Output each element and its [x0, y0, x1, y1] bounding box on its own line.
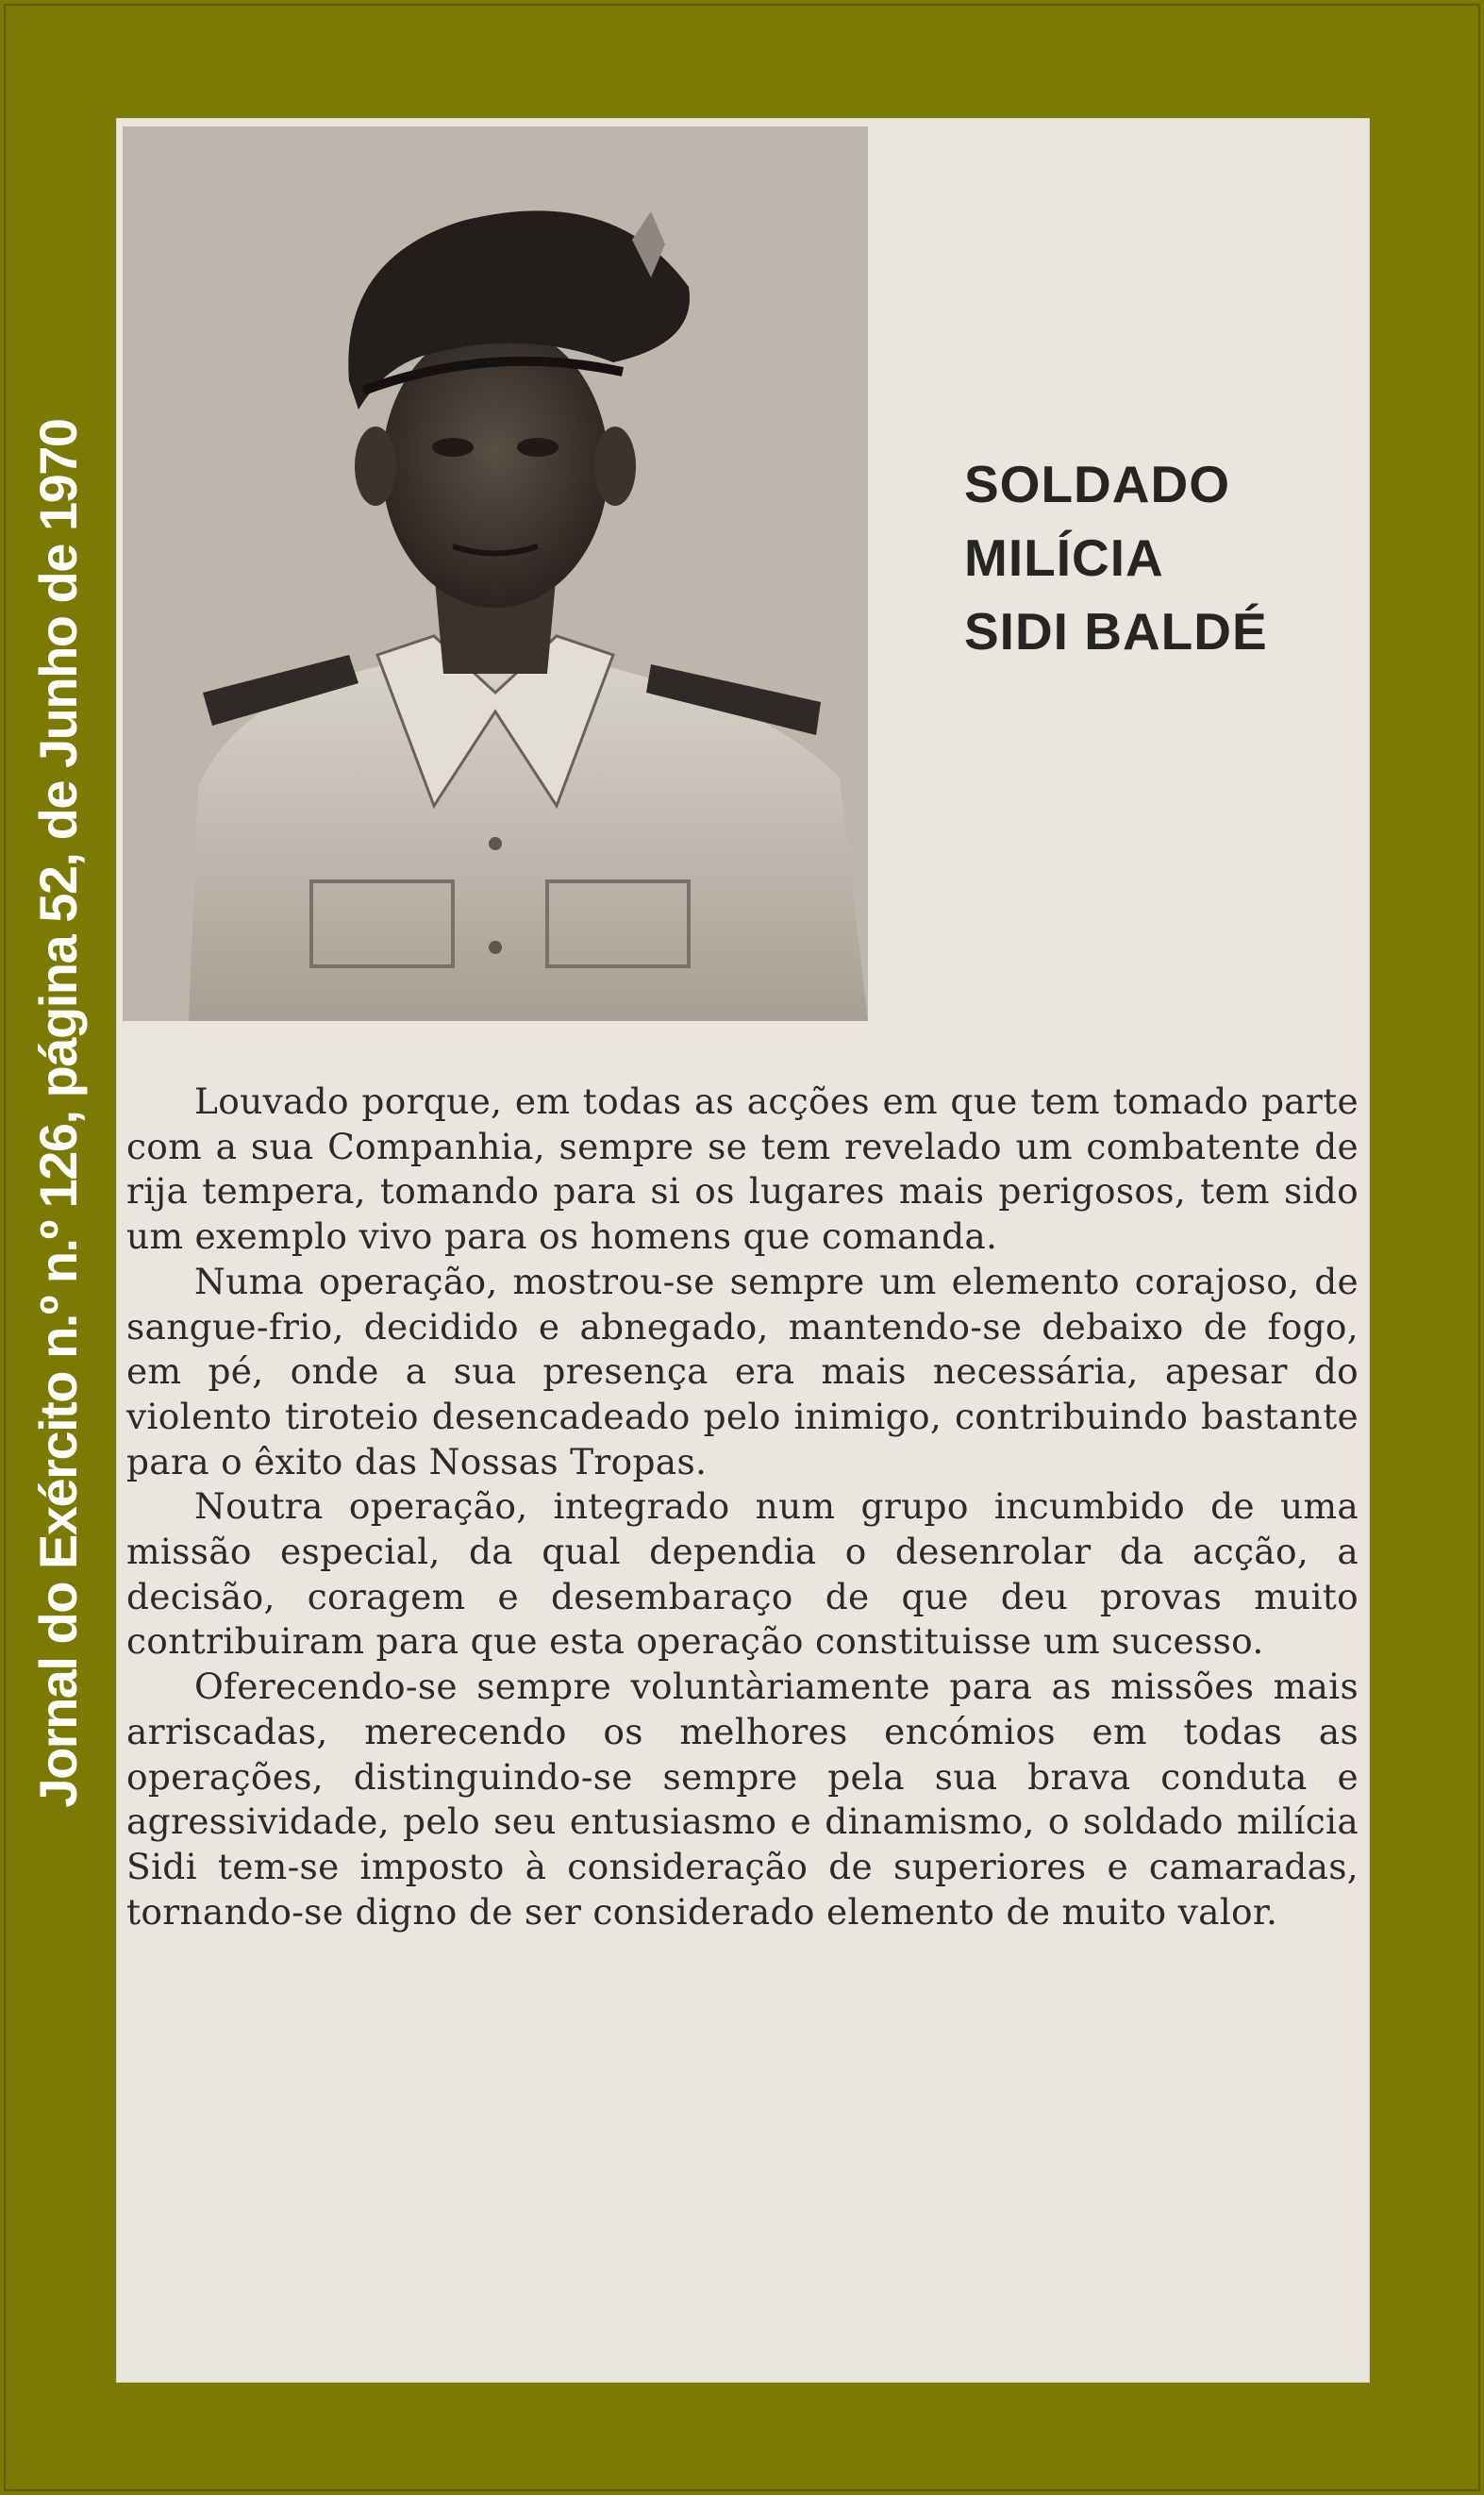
newspaper-clipping	[117, 119, 1369, 2382]
soldier-portrait-image	[123, 126, 868, 1021]
article-body	[126, 1080, 1359, 1934]
side-caption: Jornal do Exército n.º n.º 126, página 52, de Junho de 1970	[28, 419, 88, 1808]
soldier-portrait-photo	[123, 126, 868, 1021]
headline	[964, 447, 1342, 668]
side-caption-container	[4, 0, 113, 2495]
headline-line-unit: MILÍCIA	[964, 528, 1164, 587]
headline-line-rank: SOLDADO	[964, 455, 1230, 513]
article-paragraph: Oferecendo-se sempre voluntàriamente para as missões mais arriscadas, merecendo os melhores encómios em todas as operações, distinguindo-se sempre pela sua brava conduta e agressividade, pelo seu entusiasmo e dinamismo, o soldado milícia Sidi tem-se imposto à consideração de superiores e camaradas, tornando-se digno de ser considerado elemento de muito valor.	[126, 1666, 1359, 1933]
article-paragraph: Numa operação, mostrou-se sempre um elemento corajoso, de sangue-frio, decidido e abnegado, mantendo-se debaixo de fogo, em pé, onde a sua presença era mais necessária, apesar do violento tiroteio desencadeado pelo inimigo, contribuindo bastante para o êxito das Nossas Tropas.	[126, 1260, 1359, 1482]
headline-line-name: SIDI BALDÉ	[964, 602, 1268, 661]
article-paragraph: Louvado porque, em todas as acções em que tem tomado parte com a sua Companhia, sempre se tem revelado um combatente de rija tempera, tomando para si os lugares mais perigosos, tem sido um exemplo vivo para os homens que comanda.	[126, 1080, 1359, 1258]
article-paragraph: Noutra operação, integrado num grupo incumbido de uma missão especial, da qual dependia o desenrolar da acção, a decisão, coragem e desembaraço de que deu provas muito contribuiram para que esta operação constituisse um sucesso.	[126, 1485, 1359, 1663]
